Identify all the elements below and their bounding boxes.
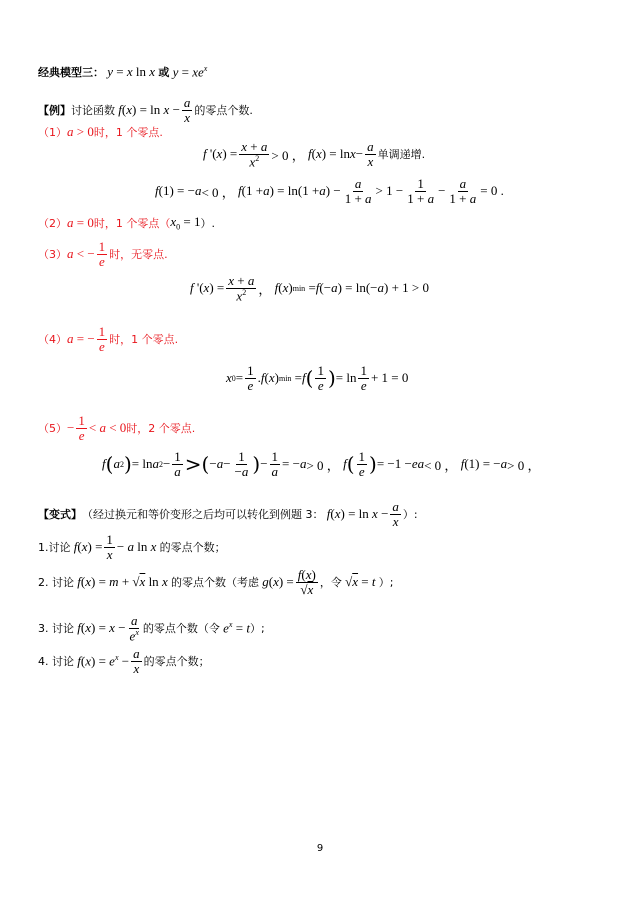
case-4-formula: x 0 = 1 e . f ( x ) min = f ( 1 e ) = ln 1 e + 1 = 0 — [226, 363, 409, 393]
example-line: 【例】 讨论函数 f(x) = ln x − $\frac{a}{x}$ 的零点个数. — [38, 95, 253, 125]
title-text: 经典模型三： — [38, 66, 104, 80]
page-number: 9 — [316, 843, 324, 854]
case-5: （5） − $\frac{1}{e}$ < a < 0 时，2 个零点. — [38, 413, 196, 443]
variant-item-1: 1.讨论 f(x) = $\frac{1}{x}$ − a ln x 的零点个数； — [38, 532, 226, 562]
title-or: 或 — [158, 66, 170, 80]
variant-line: 【变式】 （经过换元和等价变形之后均可以转化到例题 3： f(x) = ln x − $\frac{a}{x}$ ）: — [38, 499, 418, 529]
case-4: （4） a = − $\frac{1}{e}$ 时，1 个零点. — [38, 324, 179, 354]
example-tail: 的零点个数. — [194, 104, 253, 118]
case-1: （1） a > 0 时，1 个零点. — [38, 124, 163, 139]
variant-item-4: 4. 讨论 $f(x) = e^x$ − $\frac{a}{x}$ 的零点个数； — [38, 646, 210, 676]
case-3-formula: f '( x ) = x + a $x^2$ ， f ( x ) min = f (− a ) = ln(− a ) + 1 > 0 — [190, 273, 430, 303]
case-1-formula-a: f '( x ) = x + a $x^2$ > 0 ， f ( x ) = ln x − a x 单调递增. — [203, 139, 426, 169]
variant-item-2: 2. 讨论 f(x) = m + √x ln x 的零点个数（考虑 g(x) = $\frac{f(x)}{√x}$ ，令 √x = t ）; — [38, 567, 394, 597]
variant-tag: 【变式】 — [38, 508, 82, 522]
example-text: 讨论函数 — [71, 104, 115, 118]
case-2: （2） a = 0 时，1 个零点（ $x_0 = 1$ ）. — [38, 214, 215, 232]
case-3: （3） a < − $\frac{1}{e}$ 时，无零点. — [38, 239, 168, 269]
example-tag: 【例】 — [38, 104, 71, 118]
case-1-formula-b: f (1) = − a < 0 ， f (1 + a ) = ln(1 + a ) − a 1 + a > 1 − 1 1 + a − a 1 + a = 0 . — [155, 176, 504, 206]
section-title: 经典模型三： y = x ln x 或 $y = xe^x$ — [38, 64, 208, 80]
case-5-formula: f ( a 2 ) = ln a 2 − 1 a >( − a − 1 −a ) − 1 a = − a > 0 ， f ( 1 e ) = −1 − ea < 0 ， f (1) = − a > 0 ， — [102, 449, 541, 479]
variant-item-3: 3. 讨论 f(x) = x − $\frac{a}{e^x}$ 的零点个数（令 $e^x = t$ ）; — [38, 613, 265, 643]
